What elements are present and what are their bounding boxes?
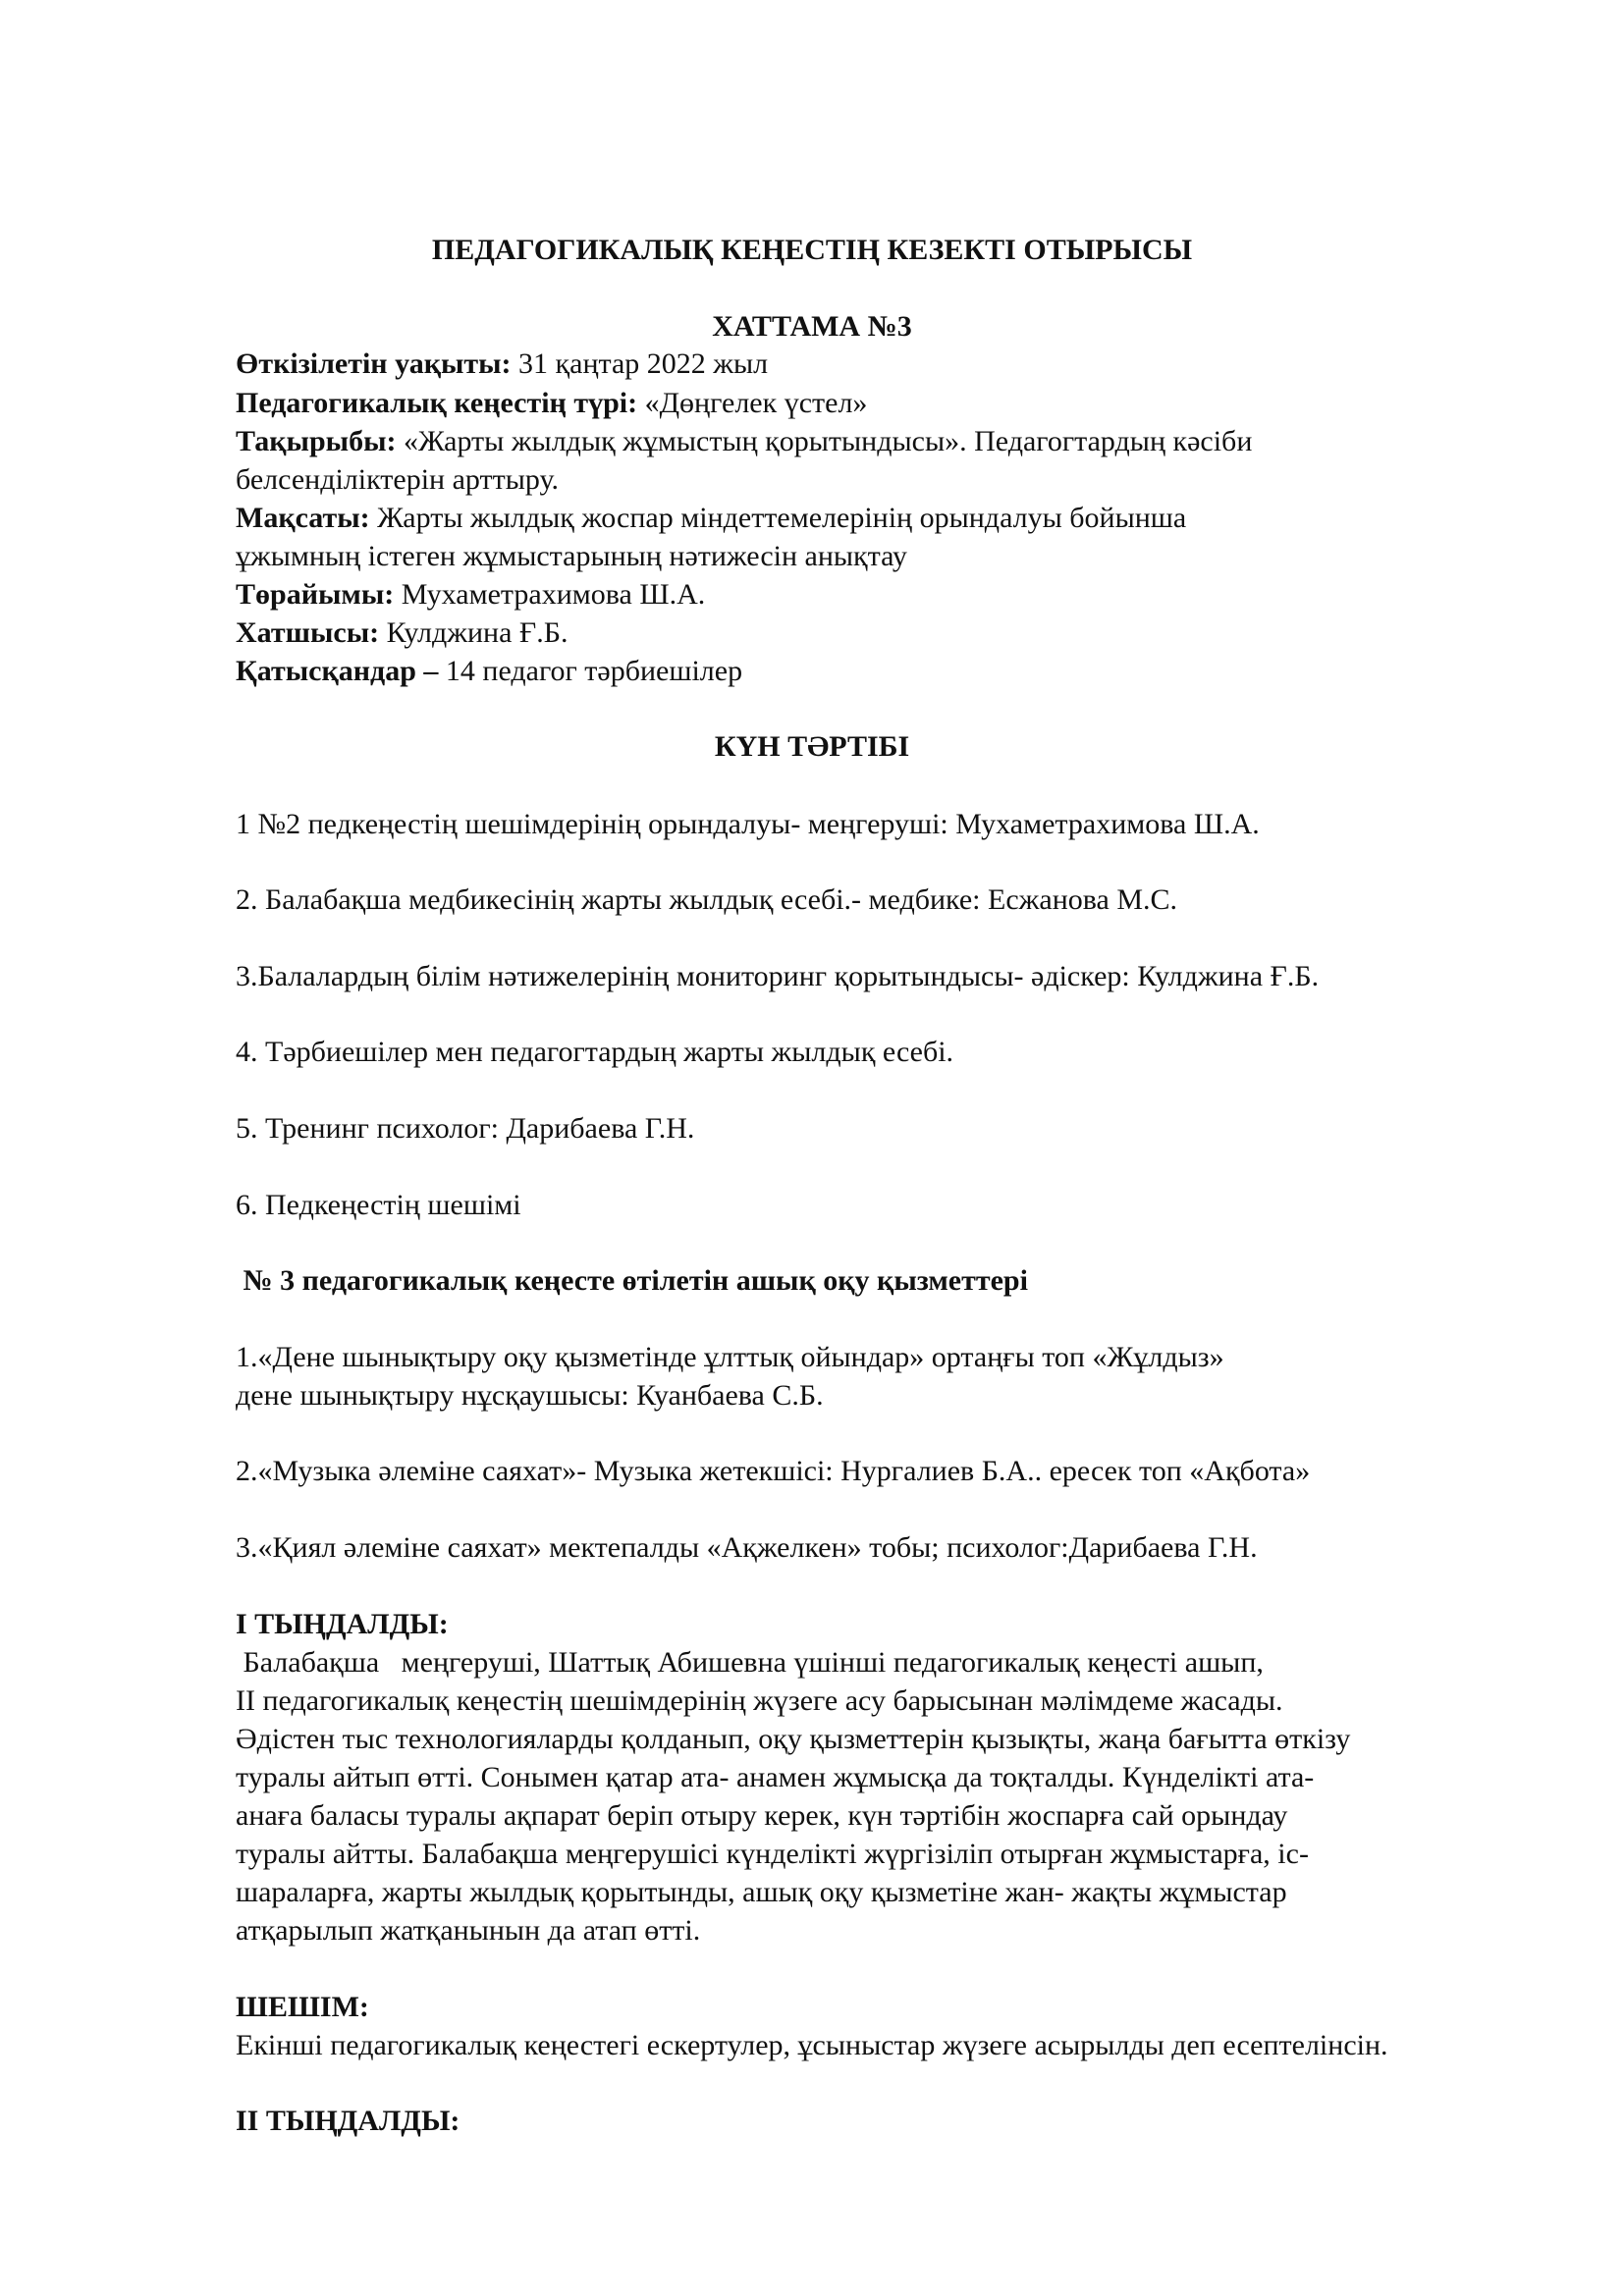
meta-type bbox=[236, 385, 867, 422]
section-1-line: атқарылып жатқанынын да атап өтті. bbox=[236, 1914, 701, 1947]
meta-type-label: Педагогикалық кеңестің түрі: bbox=[236, 387, 638, 419]
meta-participants bbox=[236, 653, 742, 690]
meta-secretary bbox=[236, 614, 568, 652]
section-1-line: шараларға, жарты жылдық қорытынды, ашық оқу қызметіне жан- жақты жұмыстар bbox=[236, 1876, 1287, 1908]
meta-topic-label: Тақырыбы: bbox=[236, 425, 397, 457]
open-lesson-item: 3.«Қиял әлеміне саяхат» мектепалды «Ақжелкен» тобы; психолог:Дарибаева Г.Н. bbox=[236, 1531, 1258, 1564]
open-lessons-heading: № 3 педагогикалық кеңесте өтілетін ашық оқу қызметтері bbox=[236, 1264, 1028, 1297]
open-lesson-item: 2.«Музыка әлеміне саяхат»- Музыка жетекшісі: Нургалиев Б.А.. ересек топ «Ақбота» bbox=[236, 1455, 1311, 1487]
open-lesson-item: 1.«Дене шынықтыру оқу қызметінде ұлттық ойындар» ортаңғы топ «Жұлдыз» bbox=[236, 1341, 1224, 1373]
agenda-heading: КҮН ТӘРТІБІ bbox=[714, 730, 910, 763]
meta-chair-value: Мухаметрахимова Ш.А. bbox=[394, 578, 706, 611]
document-title: ПЕДАГОГИКАЛЫҚ КЕҢЕСТІҢ КЕЗЕКТІ ОТЫРЫСЫ bbox=[431, 234, 1193, 266]
meta-chair bbox=[236, 576, 705, 614]
meta-time-label: Өткізілетін уақыты: bbox=[236, 347, 512, 380]
agenda-item: 1 №2 педкеңестің шешімдерінің орындалуы- меңгеруші: Мухаметрахимова Ш.А. bbox=[236, 808, 1260, 840]
section-1-line: анаға баласы туралы ақпарат беріп отыру керек, күн тәртібін жоспарға сай орындау bbox=[236, 1799, 1288, 1832]
meta-goal-label: Мақсаты: bbox=[236, 502, 370, 534]
meta-goal-value: Жарты жылдық жоспар міндеттемелерінің орындалуы бойынша bbox=[369, 502, 1187, 534]
meta-type-value: «Дөңгелек үстел» bbox=[637, 387, 868, 419]
agenda-item: 5. Тренинг психолог: Дарибаева Г.Н. bbox=[236, 1112, 695, 1145]
section-1-line: туралы айтып өтті. Сонымен қатар ата- анамен жұмысқа да тоқталды. Күнделікті ата- bbox=[236, 1761, 1315, 1793]
meta-time bbox=[236, 346, 768, 383]
meta-participants-value: 14 педагог тәрбиешілер bbox=[438, 655, 743, 687]
protocol-number: ХАТТАМА №3 bbox=[712, 310, 912, 343]
agenda-item: 2. Балабақша медбикесінің жарты жылдық есебі.- медбике: Есжанова М.С. bbox=[236, 883, 1178, 916]
section-1-line: Әдістен тыс технологияларды қолданып, оқу қызметтерін қызықты, жаңа бағытта өткізу bbox=[236, 1723, 1351, 1755]
meta-secretary-value: Кулджина Ғ.Б. bbox=[379, 616, 568, 649]
section-1-line: туралы айтты. Балабақша меңгерушісі күнделікті жүргізіліп отырған жұмыстарға, іс- bbox=[236, 1838, 1309, 1870]
section-1-heading: І ТЫҢДАЛДЫ: bbox=[236, 1608, 449, 1640]
meta-secretary-label: Хатшысы: bbox=[236, 616, 380, 649]
agenda-item: 6. Педкеңестің шешімі bbox=[236, 1189, 521, 1221]
meta-topic bbox=[236, 423, 1252, 460]
meta-time-value: 31 қаңтар 2022 жыл bbox=[511, 347, 769, 380]
meta-participants-label: Қатысқандар – bbox=[236, 655, 439, 687]
decision-heading: ШЕШІМ: bbox=[236, 1991, 369, 2023]
section-2-heading: ІІ ТЫҢДАЛДЫ: bbox=[236, 2105, 460, 2137]
meta-topic-continuation: белсенділіктерін арттыру. bbox=[236, 463, 560, 496]
decision-text: Екінші педагогикалық кеңестегі ескертулер, ұсыныстар жүзеге асырылды деп есептелінсін. bbox=[236, 2029, 1388, 2061]
meta-goal bbox=[236, 500, 1186, 537]
open-lesson-item-continuation: дене шынықтыру нұсқаушысы: Куанбаева С.Б. bbox=[236, 1379, 824, 1412]
section-1-line: Балабақша меңгеруші, Шаттық Абишевна үшінші педагогикалық кеңесті ашып, bbox=[236, 1646, 1264, 1679]
meta-chair-label: Төрайымы: bbox=[236, 578, 395, 611]
agenda-item: 3.Балалардың білім нәтижелерінің мониторинг қорытындысы- әдіскер: Кулджина Ғ.Б. bbox=[236, 960, 1320, 992]
agenda-item: 4. Тәрбиешілер мен педагогтардың жарты жылдық есебі. bbox=[236, 1036, 954, 1068]
meta-goal-continuation: ұжымның істеген жұмыстарының нәтижесін анықтау bbox=[236, 540, 907, 572]
meta-topic-value: «Жарты жылдық жұмыстың қорытындысы». Педагогтардың кәсіби bbox=[396, 425, 1253, 457]
section-1-line: ІІ педагогикалық кеңестің шешімдерінің жүзеге асу барысынан мәлімдеме жасады. bbox=[236, 1684, 1283, 1717]
